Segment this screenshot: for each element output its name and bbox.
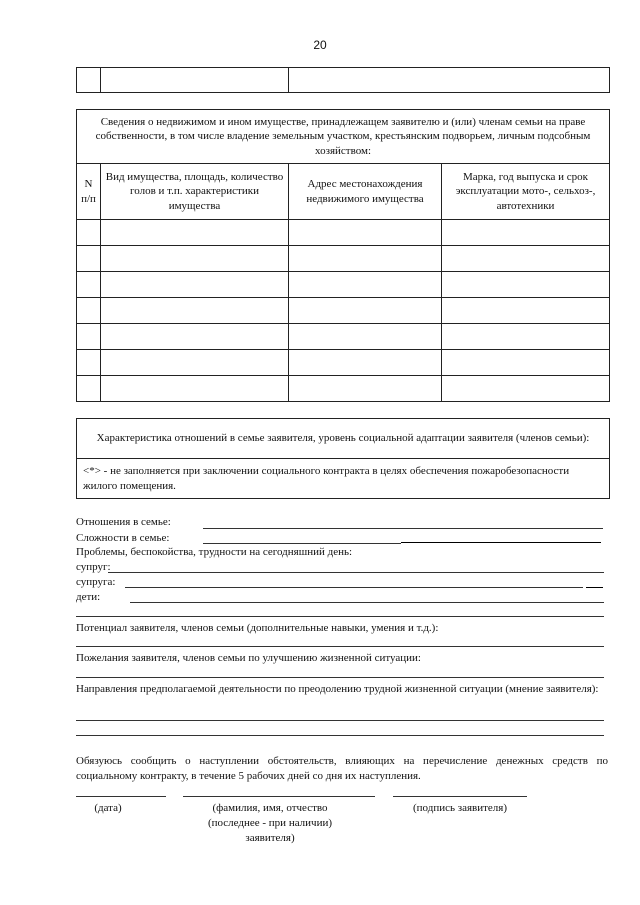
signature-line[interactable] (393, 796, 527, 797)
table-row (77, 350, 610, 376)
page-number: 20 (313, 38, 327, 52)
obligation-text: Обязуюсь сообщить о наступлении обстоятельств, влияющих на перечисление денежных средств по социальному контракту, в течение 5 рабочих дней со дня их наступления. (76, 755, 608, 783)
table-cell[interactable] (77, 350, 101, 376)
children-label: дети: (76, 591, 101, 603)
table-cell[interactable] (101, 220, 289, 246)
footnote-text: <*> - не заполняется при заключении социального контракта в целях обеспечения пожаробезопасности жилого помещения. (77, 459, 610, 499)
table-row (77, 376, 610, 402)
name-caption: (фамилия, имя, отчество (последнее - при наличии) заявителя) (207, 802, 333, 844)
table-cell[interactable] (442, 350, 610, 376)
table-cell[interactable] (101, 246, 289, 272)
table-cell[interactable] (289, 376, 442, 402)
table-cell[interactable] (101, 68, 289, 93)
table-cell[interactable] (289, 298, 442, 324)
column-header-vehicle: Марка, год выпуска и срок эксплуатации мото-, сельхоз-, автотехники (442, 164, 610, 220)
table-cell[interactable] (77, 298, 101, 324)
column-header-address: Адрес местонахождения недвижимого имущества (289, 164, 442, 220)
table-cell[interactable] (101, 376, 289, 402)
spouse-m-input-line[interactable] (108, 572, 604, 573)
table-row (77, 298, 610, 324)
directions-input-line-2[interactable] (76, 735, 604, 736)
table-cell[interactable] (77, 246, 101, 272)
wishes-input-line[interactable] (76, 677, 604, 678)
top-table-row (76, 67, 610, 93)
potential-input-line[interactable] (76, 646, 604, 647)
spouse-f-input-line-end[interactable] (586, 587, 603, 588)
table-cell[interactable] (442, 272, 610, 298)
column-header-number: N п/п (77, 164, 101, 220)
table-cell[interactable] (77, 68, 101, 93)
table-cell[interactable] (289, 324, 442, 350)
property-table (76, 109, 610, 402)
table-cell[interactable] (77, 376, 101, 402)
table-row (77, 324, 610, 350)
table-cell[interactable] (101, 350, 289, 376)
difficulties-input-line-solid[interactable] (401, 542, 601, 543)
directions-input-line-1[interactable] (76, 720, 604, 721)
relations-input-line[interactable] (203, 528, 603, 529)
table-row (77, 272, 610, 298)
table-cell[interactable] (442, 376, 610, 402)
date-caption: (дата) (94, 802, 122, 814)
relations-label: Отношения в семье: (76, 516, 171, 528)
family-table (76, 418, 610, 499)
spouse-f-input-line[interactable] (125, 587, 583, 588)
spouse-f-label: супруга: (76, 576, 116, 588)
table-cell[interactable] (101, 324, 289, 350)
table-row (77, 220, 610, 246)
column-header-property-type: Вид имущества, площадь, количество голов и т.п. характеристики имущества (101, 164, 289, 220)
table-cell[interactable] (77, 324, 101, 350)
table-cell[interactable] (289, 350, 442, 376)
table-cell[interactable] (442, 220, 610, 246)
name-line[interactable] (183, 796, 375, 797)
table-cell[interactable] (77, 220, 101, 246)
wishes-label: Пожелания заявителя, членов семьи по улучшению жизненной ситуации: (76, 652, 421, 664)
difficulties-input-line[interactable] (203, 543, 401, 544)
table-cell[interactable] (101, 272, 289, 298)
date-line[interactable] (76, 796, 166, 797)
spouse-m-label: супруг: (76, 561, 111, 573)
table-cell[interactable] (77, 272, 101, 298)
problems-label: Проблемы, беспокойства, трудности на сегодняшний день: (76, 546, 353, 558)
difficulties-label: Сложности в семье: (76, 532, 170, 544)
children-input-line-2[interactable] (76, 616, 604, 617)
signature-caption: (подпись заявителя) (412, 802, 508, 814)
directions-label: Направления предполагаемой деятельности по преодолению трудной жизненной ситуации (мнение заявителя): (76, 683, 599, 695)
table-cell[interactable] (289, 272, 442, 298)
table-cell[interactable] (289, 246, 442, 272)
table-cell[interactable] (101, 298, 289, 324)
potential-label: Потенциал заявителя, членов семьи (дополнительные навыки, умения и т.д.): (76, 622, 439, 634)
property-section-title: Сведения о недвижимом и ином имуществе, принадлежащем заявителю и (или) членам семьи на праве собственности, в том числе владение земельным участком, крестьянским подворьем, личным подсобным хозяйством: (77, 110, 610, 164)
table-row (77, 246, 610, 272)
table-cell[interactable] (442, 298, 610, 324)
table-cell[interactable] (289, 68, 610, 93)
family-section-title: Характеристика отношений в семье заявителя, уровень социальной адаптации заявителя (членов семьи): (77, 419, 610, 459)
children-input-line[interactable] (130, 602, 604, 603)
table-cell[interactable] (289, 220, 442, 246)
table-cell[interactable] (442, 246, 610, 272)
table-cell[interactable] (442, 324, 610, 350)
